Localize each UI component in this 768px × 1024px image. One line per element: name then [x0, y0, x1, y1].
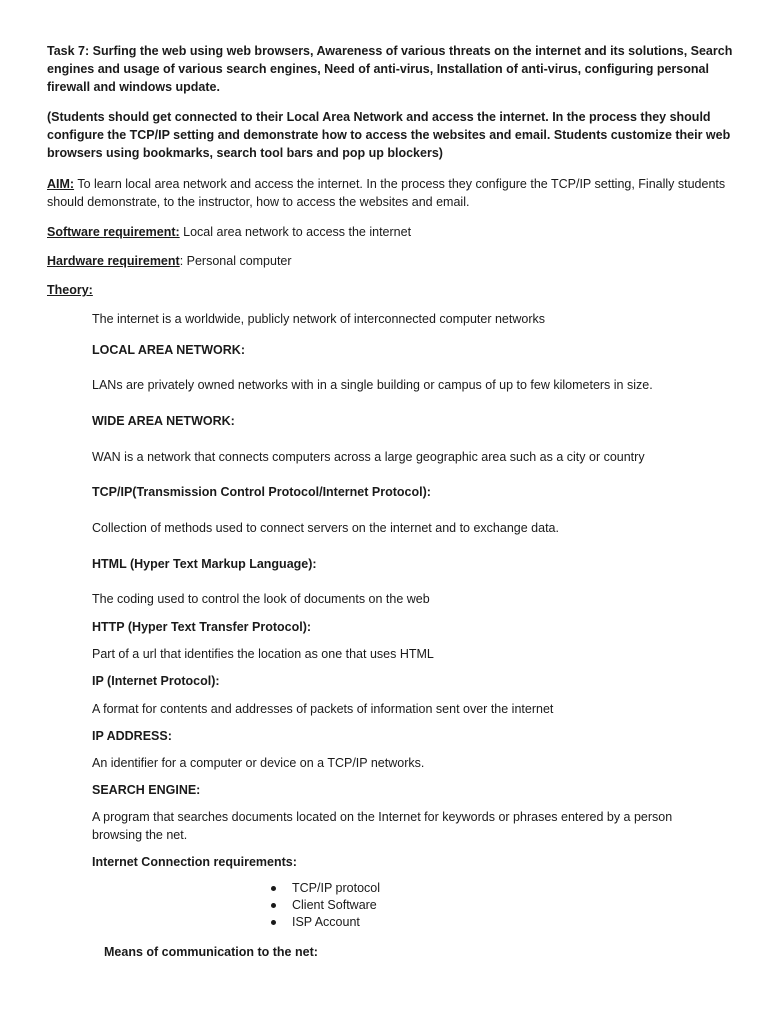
tcpip-text: Collection of methods used to connect servers on the internet and to exchange data.	[92, 521, 559, 535]
lan-text: LANs are privately owned networks with in a single building or campus of up to few kilometers in size.	[92, 378, 653, 392]
task-note: (Students should get connected to their Local Area Network and access the internet. In the process they should configure the TCP/IP setting and demonstrate how to access the websites and email. Students customize their web browsers using bookmarks, search tool bars and pop up blockers)	[47, 110, 731, 160]
http-text: Part of a url that identifies the location as one that uses HTML	[92, 647, 434, 661]
ip-address-heading: IP ADDRESS:	[92, 729, 172, 743]
tcpip-heading: TCP/IP(Transmission Control Protocol/Internet Protocol):	[92, 485, 431, 499]
means-of-communication-heading: Means of communication to the net:	[104, 945, 318, 959]
wan-heading: WIDE AREA NETWORK:	[92, 414, 235, 428]
hardware-text: : Personal computer	[179, 254, 292, 268]
software-text: Local area network to access the internet	[179, 225, 412, 239]
wan-text: WAN is a network that connects computers across a large geographic area such as a city or country	[92, 450, 645, 464]
html-heading: HTML (Hyper Text Markup Language):	[92, 557, 317, 571]
lan-heading: LOCAL AREA NETWORK:	[92, 343, 245, 357]
connection-requirements-list	[270, 880, 380, 931]
hardware-requirement	[47, 252, 737, 270]
theory-intro: The internet is a worldwide, publicly network of interconnected computer networks	[92, 312, 545, 326]
list-item: ISP Account	[270, 914, 380, 931]
aim-label: AIM:	[47, 177, 75, 191]
list-item: TCP/IP protocol	[270, 880, 380, 897]
task-title: Task 7: Surfing the web using web browsers, Awareness of various threats on the internet and its solutions, Search engines and usage of various search engines, Need of anti-virus, Installation of anti-virus, configuring personal firewall and windows update.	[47, 44, 733, 94]
hardware-label: Hardware requirement	[47, 254, 180, 268]
theory-heading: Theory:	[47, 283, 93, 297]
http-heading: HTTP (Hyper Text Transfer Protocol):	[92, 620, 312, 634]
software-requirement	[47, 223, 737, 241]
search-engine-text: A program that searches documents located on the Internet for keywords or phrases entered by a person browsing the net.	[92, 810, 673, 842]
aim-text: To learn local area network and access the internet. In the process they configure the TCP/IP setting, Finally students should demonstrate, to the instructor, how to access the websites and email.	[47, 177, 726, 209]
aim-paragraph	[47, 175, 747, 211]
list-item: Client Software	[270, 897, 380, 914]
html-text: The coding used to control the look of documents on the web	[92, 592, 430, 606]
ip-text: A format for contents and addresses of packets of information sent over the internet	[92, 702, 554, 716]
ip-address-text: An identifier for a computer or device on a TCP/IP networks.	[92, 756, 425, 770]
search-engine-heading: SEARCH ENGINE:	[92, 783, 201, 797]
connection-requirements-heading: Internet Connection requirements:	[92, 855, 297, 869]
software-label: Software requirement:	[47, 225, 180, 239]
ip-heading: IP (Internet Protocol):	[92, 674, 220, 688]
